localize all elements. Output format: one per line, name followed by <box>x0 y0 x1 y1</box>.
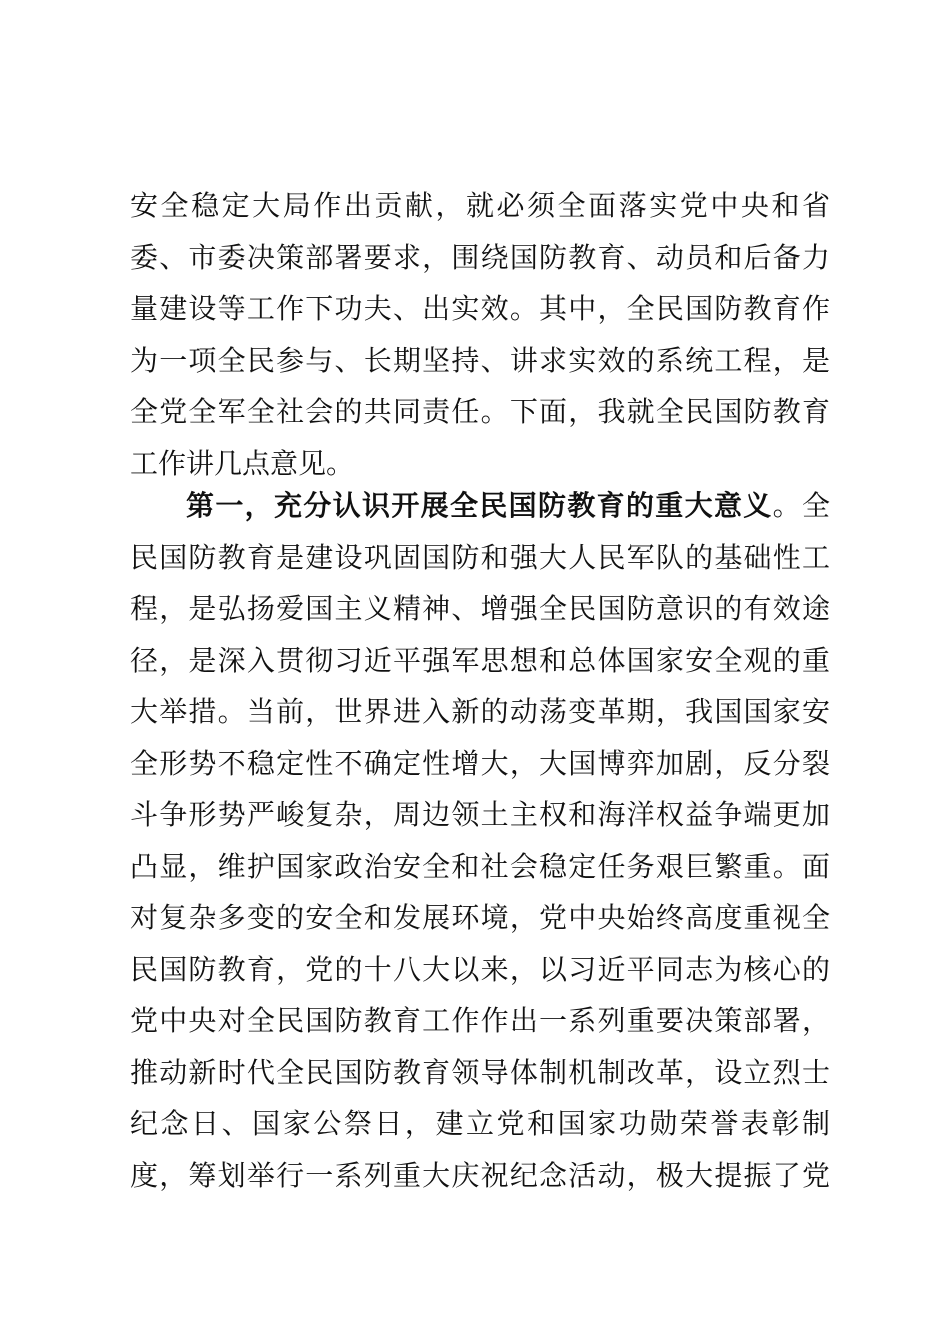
text-line: 安全稳定大局作出贡献，就必须全面落实党中央和省 <box>130 189 830 222</box>
text-line: 全形势不稳定性不确定性增大，大国博弈加剧，反分裂 <box>130 746 830 780</box>
text-line: 民国防教育，党的十八大以来，以习近平同志为核心的 <box>130 952 830 986</box>
text-line: 量建设等工作下功夫、出实效。其中，全民国防教育作 <box>130 292 830 325</box>
text-line: 凸显，维护国家政治安全和社会稳定任务艰巨繁重。面 <box>130 849 830 883</box>
paragraph-first-point <box>130 480 830 1201</box>
text-line: 纪念日、国家公祭日，建立党和国家功勋荣誉表彰制 <box>130 1107 830 1140</box>
heading-line-rest: 。全 <box>772 489 830 522</box>
text-line: 程，是弘扬爱国主义精神、增强全民国防意识的有效途 <box>130 592 830 625</box>
text-line: 民国防教育是建设巩固国防和强大人民军队的基础性工 <box>130 540 830 574</box>
section-heading: 第一，充分认识开展全民国防教育的重大意义 <box>186 489 773 522</box>
text-line: 党中央对全民国防教育工作作出一系列重要决策部署， <box>130 1004 830 1037</box>
text-line: 推动新时代全民国防教育领导体制机制改革，设立烈士 <box>130 1055 830 1089</box>
text-line: 斗争形势严峻复杂，周边领土主权和海洋权益争端更加 <box>130 798 830 831</box>
text-line: 径，是深入贯彻习近平强军思想和总体国家安全观的重 <box>130 643 830 677</box>
text-line: 工作讲几点意见。 <box>130 446 355 480</box>
text-line: 全党全军全社会的共同责任。下面，我就全民国防教育 <box>130 395 830 428</box>
paragraph-intro <box>130 180 830 489</box>
text-line: 为一项全民参与、长期坚持、讲求实效的系统工程，是 <box>130 343 830 377</box>
text-line: 大举措。当前，世界进入新的动荡变革期，我国国家安 <box>130 695 830 728</box>
text-line: 对复杂多变的安全和发展环境，党中央始终高度重视全 <box>130 901 830 934</box>
heading-line <box>130 480 830 532</box>
text-line: 委、市委决策部署要求，围绕国防教育、动员和后备力 <box>130 240 830 274</box>
text-line: 度，筹划举行一系列重大庆祝纪念活动，极大提振了党 <box>130 1158 830 1192</box>
